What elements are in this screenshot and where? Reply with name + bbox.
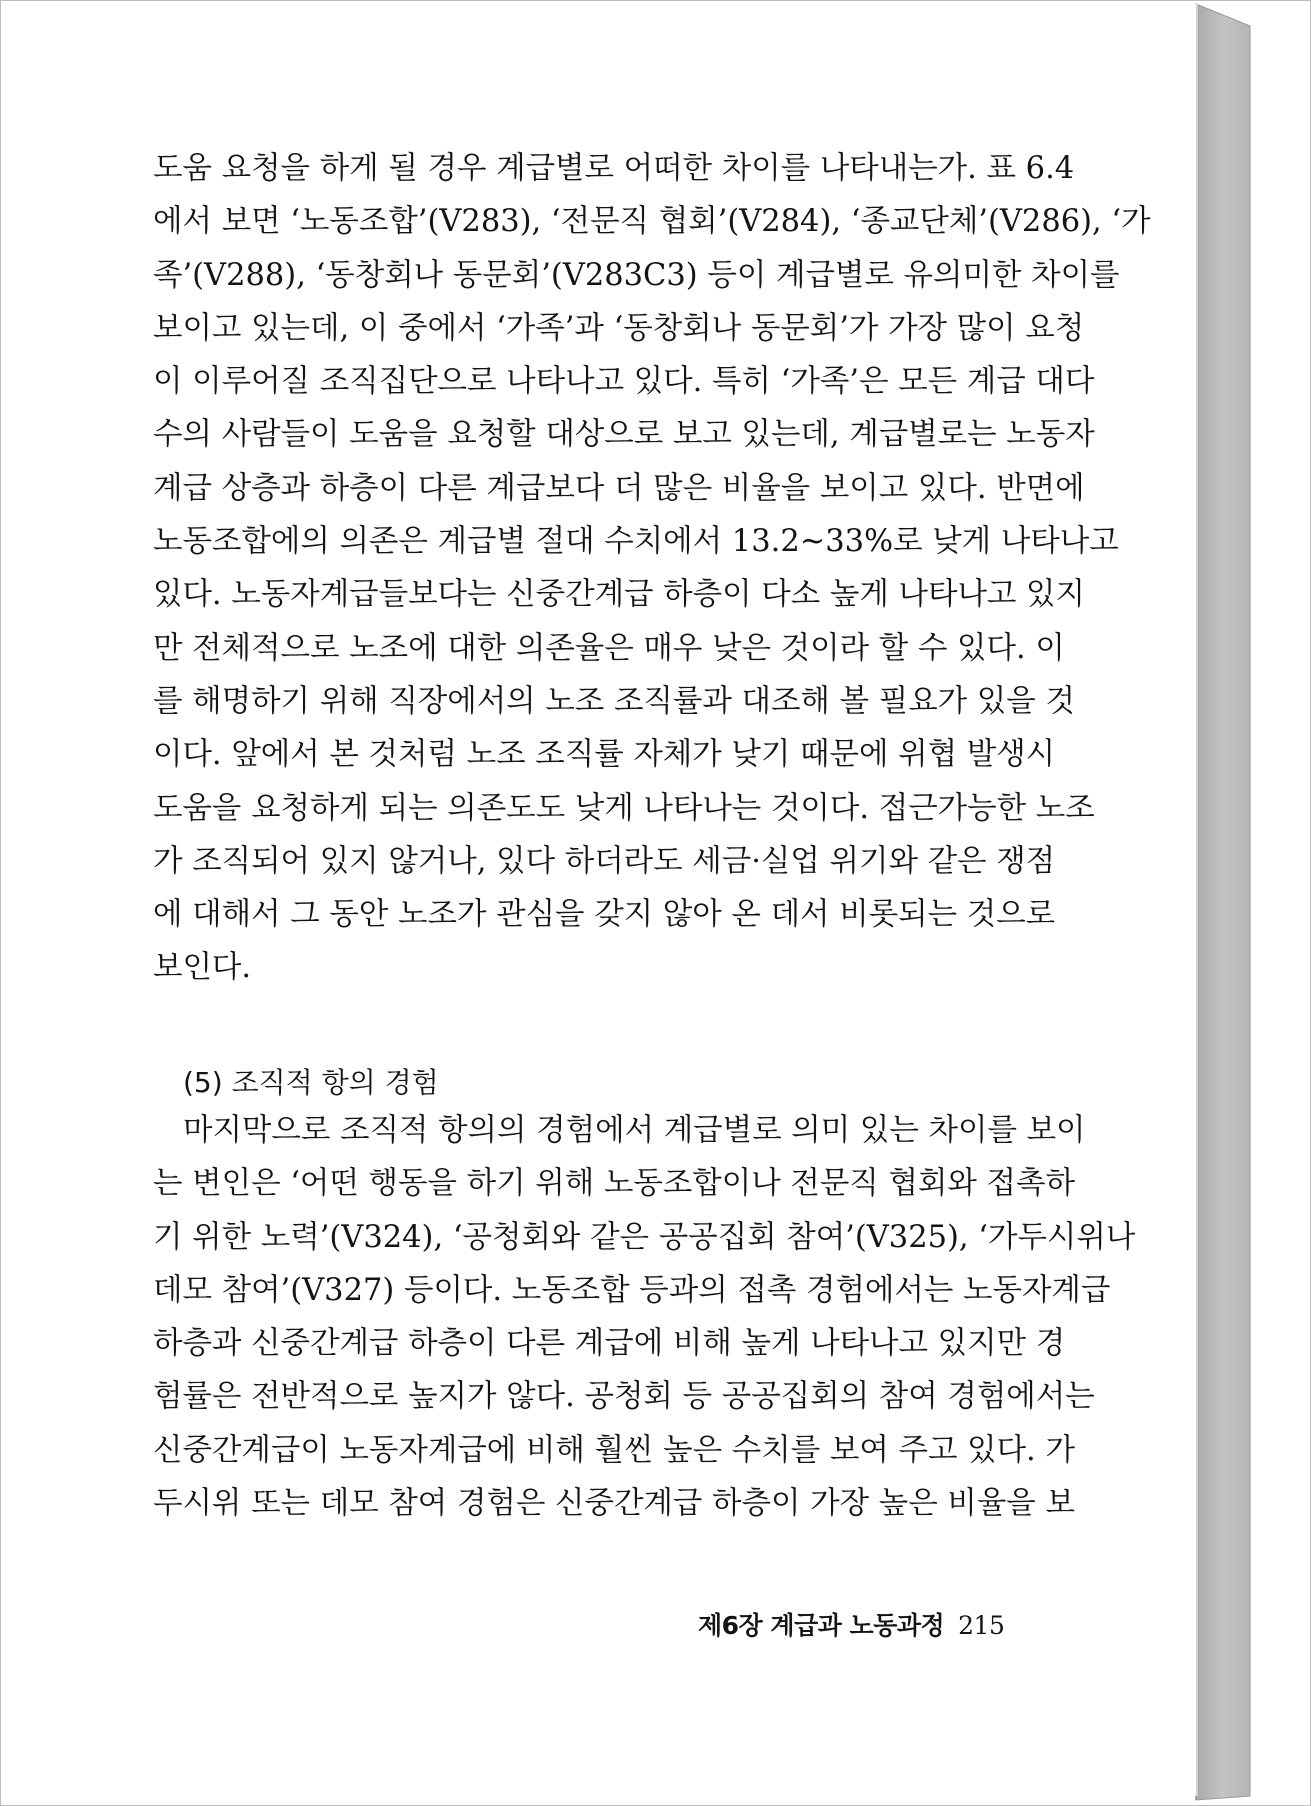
paragraph-1-line: 이다. 앞에서 본 것처럼 노조 조직률 자체가 낮기 때문에 위협 발생시 [153,737,1056,773]
paragraph-2-line: 하층과 신중간계급 하층이 다른 계급에 비해 높게 나타나고 있지만 경 [153,1326,1066,1362]
paragraph-1-line: 보이고 있는데, 이 중에서 ‘가족’과 ‘동창회나 동문회’가 가장 많이 요청 [153,310,1085,346]
paragraph-1-line: 이 이루어질 조직집단으로 나타나고 있다. 특히 ‘가족’은 모든 계급 대다 [153,364,1095,400]
paragraph-1-line: 보인다. [153,950,252,986]
paragraph-2-line: 는 변인은 ‘어떤 행동을 하기 위해 노동조합이나 전문직 협회와 접촉하 [153,1166,1075,1202]
paragraph-1-line: 족’(V288), ‘동창회나 동문회’(V283C3) 등이 계급별로 유의미한 차이를 [153,257,1120,293]
paragraph-1-line: 있다. 노동자계급들보다는 신중간계급 하층이 다소 높게 나타나고 있지 [153,577,1085,613]
paragraph-2 [153,1104,1136,1530]
paragraph-2-line: 데모 참여’(V327) 등이다. 노동조합 등과의 접촉 경험에서는 노동자계급 [153,1272,1111,1308]
paragraph-2-line: 두시위 또는 데모 참여 경험은 신중간계급 하층이 가장 높은 비율을 보 [153,1486,1075,1522]
paragraph-1-line: 를 해명하기 위해 직장에서의 노조 조직률과 대조해 볼 필요가 있을 것 [153,683,1075,719]
page-footer [698,1606,1004,1642]
page-number: 215 [958,1611,1005,1640]
paragraph-2-line: 험률은 전반적으로 높지가 않다. 공청회 등 공공집회의 참여 경험에서는 [153,1379,1095,1415]
paragraph-1-line: 에 대해서 그 동안 노조가 관심을 갖지 않아 온 데서 비롯되는 것으로 [153,897,1056,933]
paragraph-2-line: 마지막으로 조직적 항의의 경험에서 계급별로 의미 있는 차이를 보이 [183,1113,1086,1148]
paragraph-1-line: 만 전체적으로 노조에 대한 의존율은 매우 낮은 것이라 할 수 있다. 이 [153,630,1065,666]
paragraph-2-line: 신중간계급이 노동자계급에 비해 훨씬 높은 수치를 보여 주고 있다. 가 [153,1432,1075,1468]
paragraph-1-line: 에서 보면 ‘노동조합’(V283), ‘전문직 협회’(V284), ‘종교단체’(V286), ‘가 [153,204,1151,240]
paragraph-1-line: 도움 요청을 하게 될 경우 계급별로 어떠한 차이를 나타내는가. 표 6.4 [153,151,1075,186]
paragraph-2-line: 기 위한 노력’(V324), ‘공청회와 같은 공공집회 참여’(V325), ‘가두시위나 [153,1219,1136,1255]
paragraph-1-line: 가 조직되어 있지 않거나, 있다 하더라도 세금·실업 위기와 같은 쟁점 [153,843,1056,879]
section-heading: (5) 조직적 항의 경험 [183,1066,439,1099]
paragraph-1-line: 도움을 요청하게 되는 의존도도 낮게 나타나는 것이다. 접근가능한 노조 [153,790,1095,826]
book-page [8,4,1196,1796]
paragraph-1 [153,142,1151,995]
chapter-title: 제6장 계급과 노동과정 [698,1611,945,1640]
paragraph-1-line: 수의 사람들이 도움을 요청할 대상으로 보고 있는데, 계급별로는 노동자 [153,417,1095,453]
paragraph-1-line: 계급 상층과 하층이 다른 계급보다 더 많은 비율을 보이고 있다. 반면에 [153,470,1085,506]
paragraph-1-line: 노동조합에의 의존은 계급별 절대 수치에서 13.2~33%로 낮게 나타나고 [153,524,1119,560]
